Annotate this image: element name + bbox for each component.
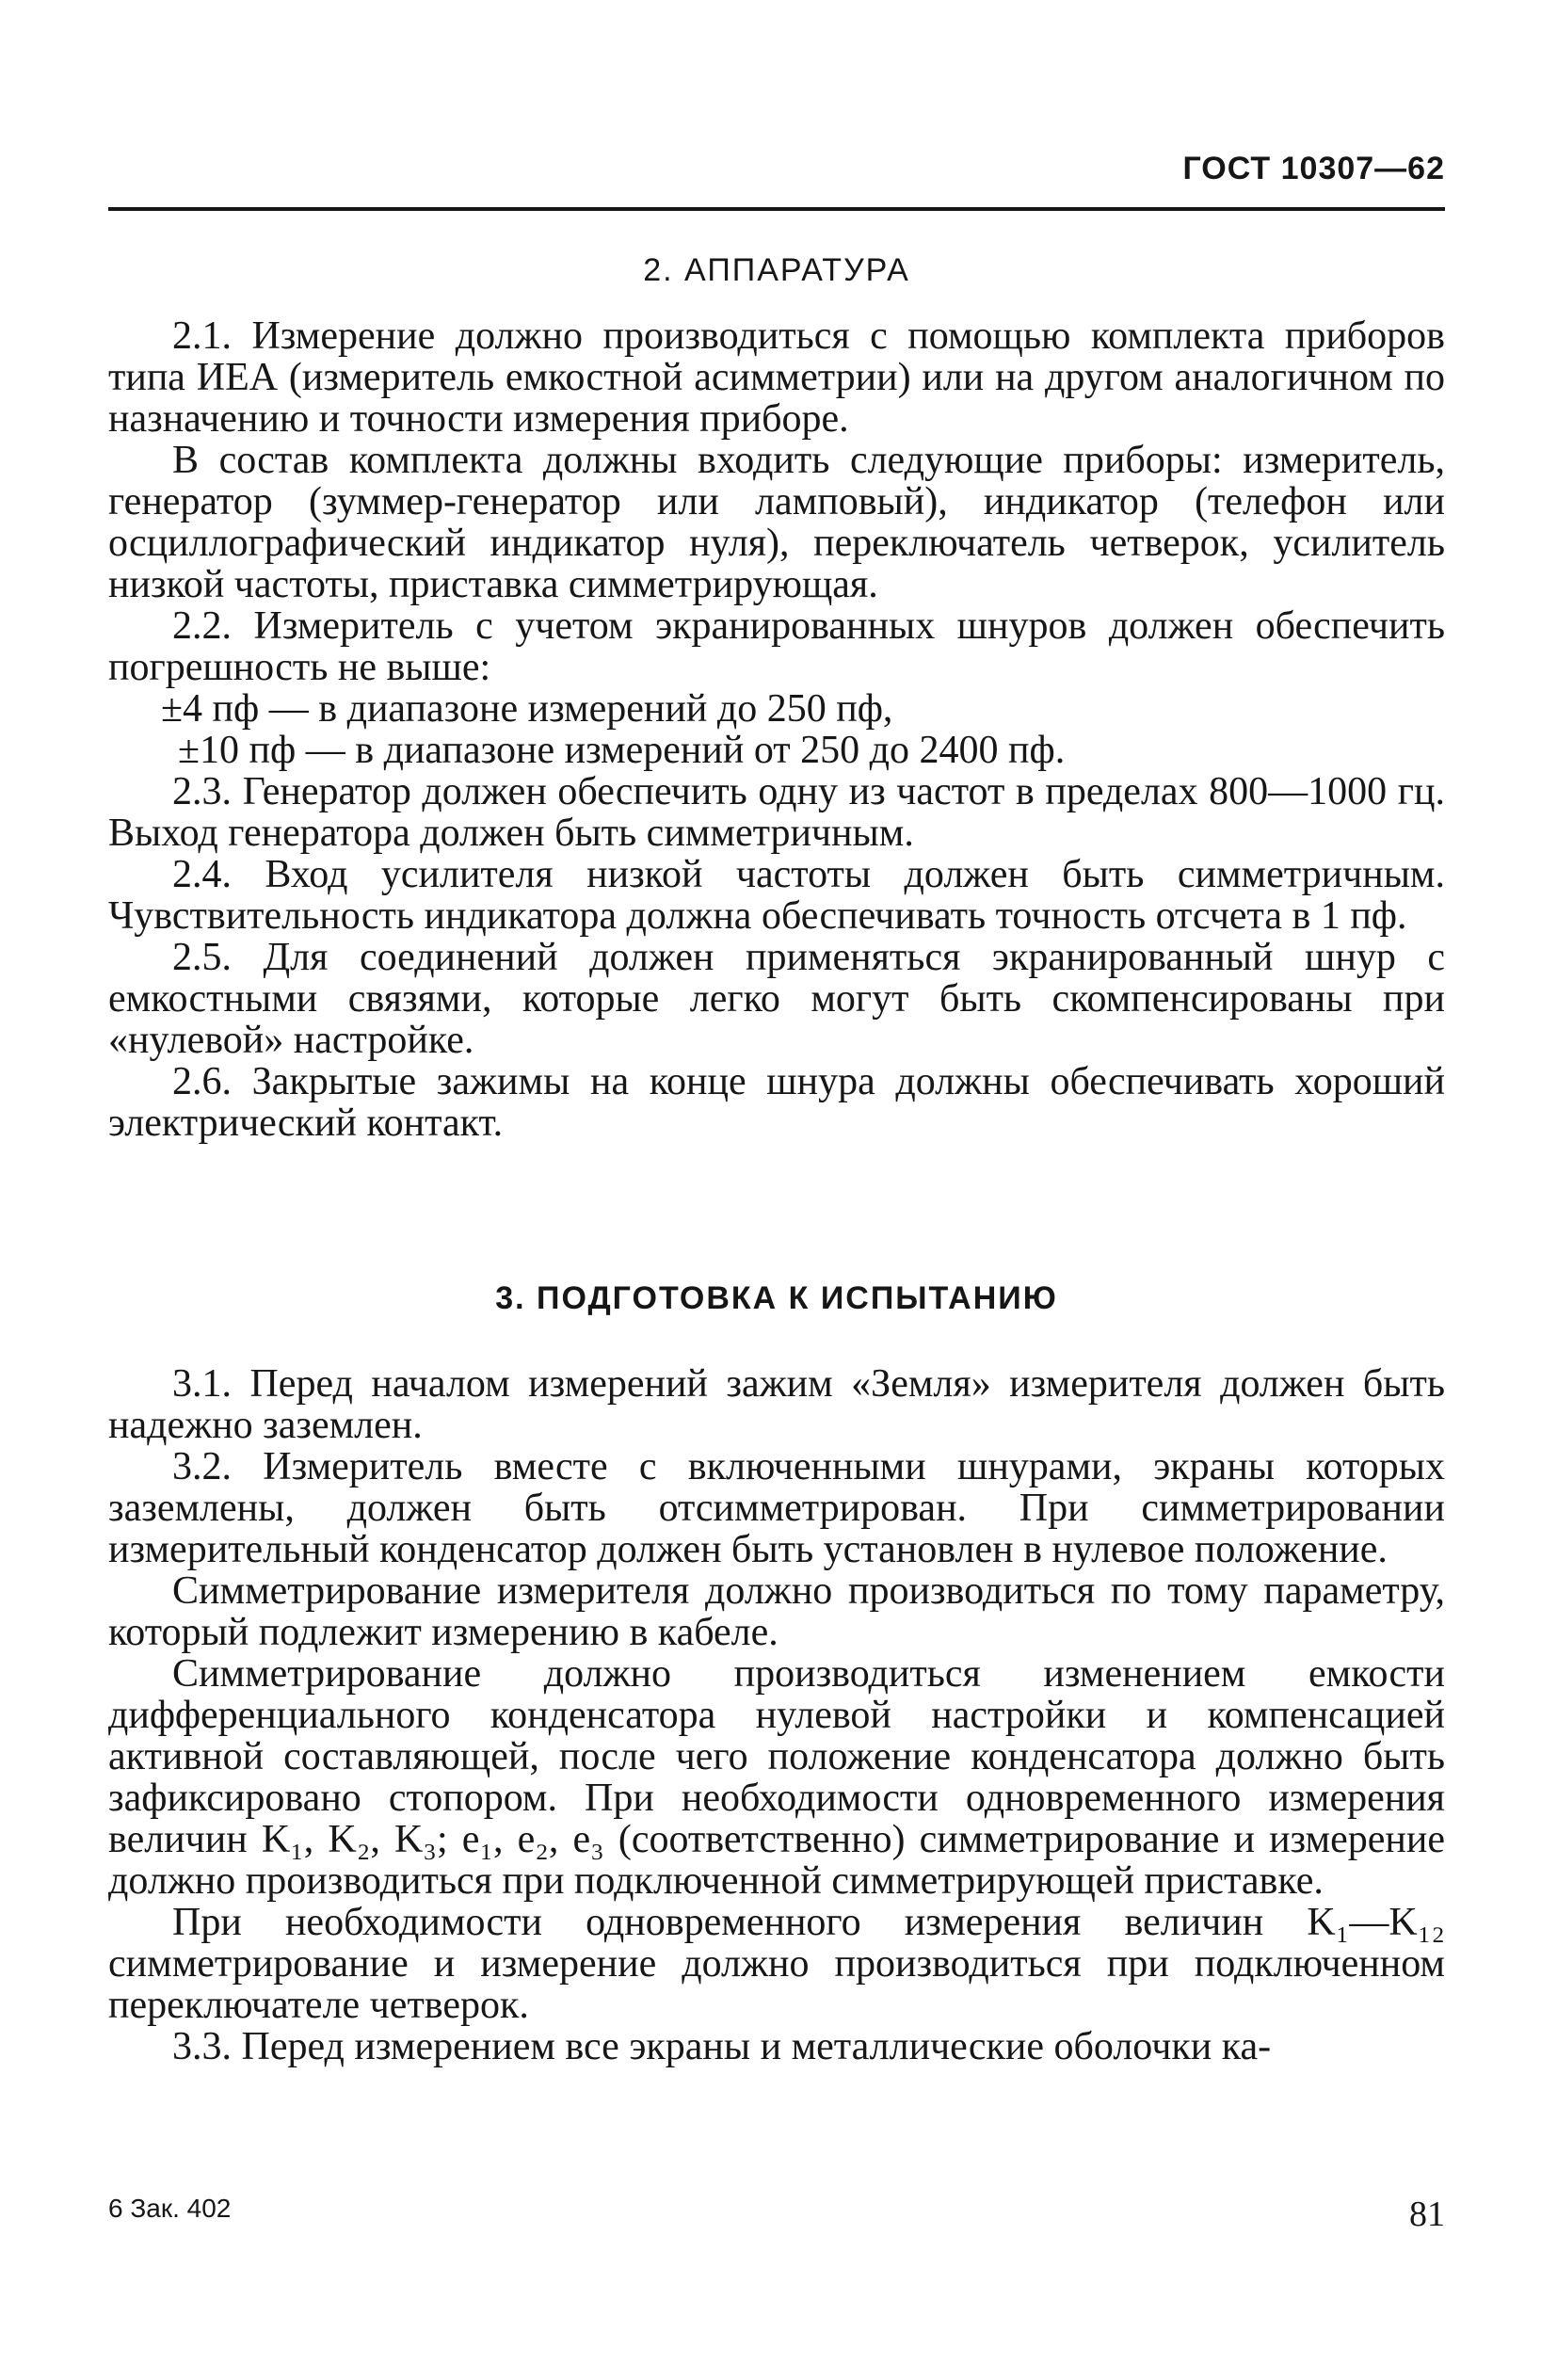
section-3-body	[108, 1363, 1445, 2067]
tolerance-line-2: ±10 пф — в диапазоне измерений от 250 до 2400 пф.	[178, 729, 1066, 772]
paragraph-3-2: 3.2. Измеритель вместе с включенными шнурами, экраны которых заземлены, должен быть отсимметрирован. При симметрировании измерительный конденсатор должен быть установлен в нулевое положение.	[108, 1445, 1445, 1571]
paragraph-2-6: 2.6. Закрытые зажимы на конце шнура должны обеспечивать хороший электрический контакт.	[108, 1060, 1445, 1145]
page-footer	[108, 2194, 1445, 2234]
paragraph-2-1-composition: В состав комплекта должны входить следующие приборы: измеритель, генератор (зуммер-генератор или ламповый), индикатор (телефон или осциллографический индикатор нуля), переключатель четверок, усилитель низкой частоты, приставка симметрирующая.	[108, 439, 1445, 606]
paragraph-3-1: 3.1. Перед началом измерений зажим «Земля» измерителя должен быть надежно заземлен.	[108, 1362, 1445, 1447]
section-2-title: 2. АППАРАТУРА	[643, 252, 910, 288]
section-3-title: 3. ПОДГОТОВКА К ИСПЫТАНИЮ	[495, 1280, 1058, 1316]
header-rule	[108, 207, 1445, 211]
paragraph-2-1: 2.1. Измерение должно производиться с помощью комплекта приборов типа ИЕА (измеритель емкостной асимметрии) или на другом аналогичном по назначению и точности измерения приборе.	[108, 314, 1445, 441]
paragraph-3-2-measurement: Симметрирование измерителя должно производиться по тому параметру, который подлежит измерению в кабеле.	[108, 1569, 1445, 1654]
print-order-mark: 6 Зак. 402	[108, 2194, 232, 2223]
section-2-body	[108, 315, 1445, 1144]
paragraph-2-3: 2.3. Генератор должен обеспечить одну из частот в пределах 800—1000 гц. Выход генератора должен быть симметричным.	[108, 770, 1445, 855]
standard-header: ГОСТ 10307—62	[1182, 151, 1445, 186]
page-number: 81	[1409, 2195, 1445, 2234]
paragraph-2-5: 2.5. Для соединений должен применяться экранированный шнур с емкостными связями, которые легко могут быть скомпенсированы при «нулевой» настройке.	[108, 936, 1445, 1062]
paragraph-3-2-quad-switch: При необходимости одновременного измерения величин K₁—K₁₂ симметрирование и измерение должно производиться при подключенном переключателе четверок.	[108, 1901, 1445, 2027]
paragraph-2-4: 2.4. Вход усилителя низкой частоты должен быть симметричным. Чувствительность индикатора должна обеспечивать точность отсчета в 1 пф.	[108, 853, 1445, 938]
paragraph-3-2-symmetrization: Симметрирование должно производиться изменением емкости дифференциального конденсатора нулевой настройки и компенсацией активной составляющей, после чего положение конденсатора должно быть зафиксировано стопором. При необходимости одновременного измерения величин K₁, K₂, K₃; e₁, e₂, e₃ (соответственно) симметрирование и измерение должно производиться при подключенной симметрирующей приставке.	[108, 1652, 1445, 1903]
paragraph-3-3: 3.3. Перед измерением все экраны и металлические оболочки ка-	[172, 2025, 1272, 2068]
document-page	[108, 0, 1445, 2380]
paragraph-2-2: 2.2. Измеритель с учетом экранированных шнуров должен обеспечить погрешность не выше:	[108, 604, 1445, 689]
tolerance-line-1: ±4 пф — в диапазоне измерений до 250 пф,	[161, 687, 893, 731]
